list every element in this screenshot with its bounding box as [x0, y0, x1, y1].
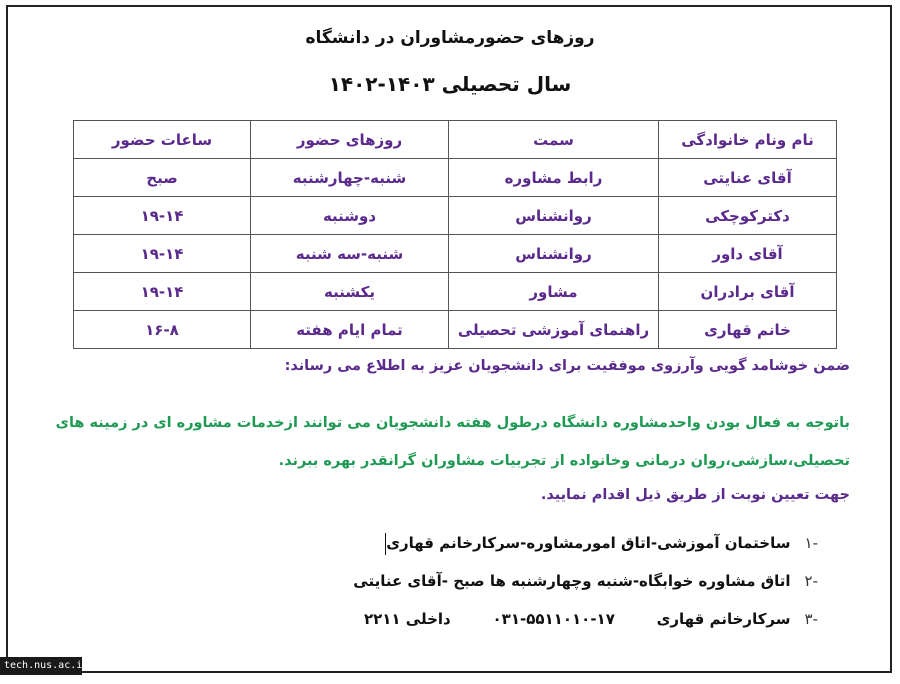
cell-days: شنبه-سه شنبه	[251, 235, 449, 273]
table-row	[74, 235, 837, 273]
table-row	[74, 197, 837, 235]
table-header-row	[74, 121, 837, 159]
appointment-instruction: جهت تعیین نوبت از طریق ذیل اقدام نمایید.	[540, 487, 850, 503]
header-role: سمت	[449, 121, 659, 159]
list-item	[353, 528, 818, 566]
cell-days: شنبه-چهارشنبه	[251, 159, 449, 197]
appointment-list	[353, 528, 818, 642]
header-days: روزهای حضور	[251, 121, 449, 159]
cell-name: آقای داور	[659, 235, 837, 273]
cell-days: یکشنبه	[251, 273, 449, 311]
cell-hours: ۱۶-۸	[74, 311, 251, 349]
cell-role: روانشناس	[449, 197, 659, 235]
cell-hours: ۱۹-۱۴	[74, 273, 251, 311]
list-number: -۳	[804, 610, 818, 628]
cell-days: تمام ایام هفته	[251, 311, 449, 349]
page-subtitle: سال تحصیلی ۱۴۰۳-۱۴۰۲	[328, 72, 572, 96]
greeting-paragraph: ضمن خوشامد گویی وآرزوی موفقیت برای دانشجویان عزیز به اطلاع می رساند:	[284, 358, 850, 374]
page-title: روزهای حضورمشاوران در دانشگاه	[305, 28, 595, 48]
services-paragraph: باتوجه به فعال بودن واحدمشاوره دانشگاه درطول هفته دانشجویان می توانند ازخدمات مشاوره ای در زمینه های تحصیلی،سازشی،روان درمانی وخانواده از تجربیات مشاوران گرانقدر بهره ببرند.	[55, 415, 850, 469]
list-text: اتاق مشاوره خوابگاه-شنبه وچهارشنبه ها صبح -آقای عنایتی	[353, 572, 791, 590]
list-number: -۲	[804, 572, 818, 590]
cell-role: راهنمای آموزشی تحصیلی	[449, 311, 659, 349]
advisors-table	[73, 120, 837, 349]
cell-hours: صبح	[74, 159, 251, 197]
cell-role: روانشناس	[449, 235, 659, 273]
site-watermark: tech.nus.ac.ir	[0, 657, 82, 675]
table-row	[74, 159, 837, 197]
cell-name: آقای عنایتی	[659, 159, 837, 197]
table-row	[74, 311, 837, 349]
list-text: سرکارخانم قهاری ۱۷-۵۵۱۱۰۱۰-۰۳۱ داخلی ۲۲۱۱	[363, 610, 791, 628]
list-number: -۱	[804, 534, 818, 552]
cell-days: دوشنبه	[251, 197, 449, 235]
cell-hours: ۱۹-۱۴	[74, 235, 251, 273]
cell-name: دکترکوچکی	[659, 197, 837, 235]
cell-name: خانم قهاری	[659, 311, 837, 349]
list-text: ساختمان آموزشی-اتاق امورمشاوره-سرکارخانم قهاری	[385, 528, 790, 566]
cell-role: مشاور	[449, 273, 659, 311]
list-item	[353, 604, 818, 642]
cell-name: آقای برادران	[659, 273, 837, 311]
cell-hours: ۱۹-۱۴	[74, 197, 251, 235]
table-row	[74, 273, 837, 311]
cell-role: رابط مشاوره	[449, 159, 659, 197]
header-name: نام ونام خانوادگی	[659, 121, 837, 159]
list-item	[353, 566, 818, 604]
header-hours: ساعات حضور	[74, 121, 251, 159]
